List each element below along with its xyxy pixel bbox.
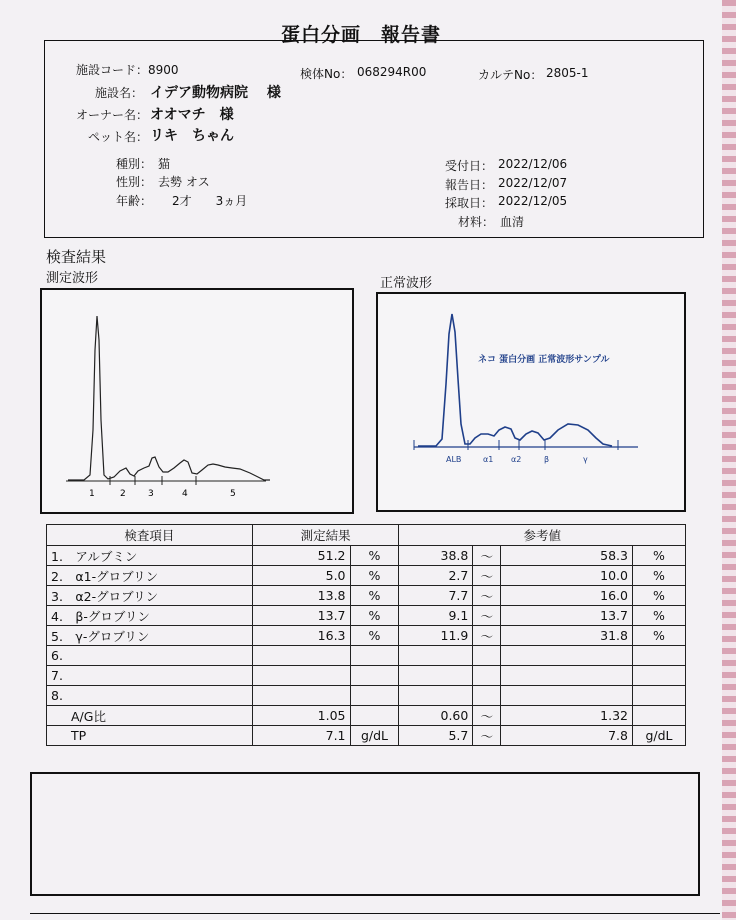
owner-label: オーナー名： (76, 108, 149, 122)
normal-fraction-label-g: γ (583, 455, 588, 464)
row-ref-unit (633, 706, 686, 726)
table-row (47, 706, 686, 726)
next-page-edge (722, 0, 736, 920)
row-ref-high: 7.8 (501, 726, 633, 746)
results-table (46, 524, 686, 746)
row-result-unit: % (350, 566, 399, 586)
specimen-no-label: 検体No： (300, 67, 353, 81)
table-row (47, 666, 686, 686)
row-item-name: 5. γ-グロブリン (47, 626, 253, 646)
normal-wave-heading: 正常波形 (380, 276, 433, 291)
row-ref-tilde: ～ (473, 586, 501, 606)
results-heading: 検査結果 (46, 248, 107, 266)
row-ref-unit (633, 646, 686, 666)
row-ref-tilde (473, 666, 501, 686)
table-header-row (47, 525, 686, 546)
chart-no-value: 2805-1 (546, 66, 589, 80)
row-result-unit: % (350, 546, 399, 566)
row-result-value: 13.8 (252, 586, 350, 606)
row-ref-low (399, 686, 473, 706)
collection-date-value: 2022/12/05 (498, 194, 568, 208)
received-date-value: 2022/12/06 (498, 157, 568, 171)
row-result-value: 16.3 (252, 626, 350, 646)
normal-wave-caption: ネコ 蛋白分画 正常波形サンプル (478, 355, 610, 365)
row-ref-low: 11.9 (399, 626, 473, 646)
pet-name-value: リキ ちゃん (150, 128, 234, 144)
row-item-name: 1. アルブミン (47, 546, 253, 566)
row-ref-low: 9.1 (399, 606, 473, 626)
row-ref-unit: % (633, 626, 686, 646)
header-result: 測定結果 (252, 525, 399, 546)
row-result-value: 1.05 (252, 706, 350, 726)
normal-fraction-label-alb: ALB (446, 455, 462, 464)
measured-fraction-label-1: 1 (89, 489, 95, 499)
table-row (47, 626, 686, 646)
row-ref-low (399, 646, 473, 666)
table-row (47, 686, 686, 706)
measured-waveform-svg (42, 290, 352, 512)
species-value: 猫 (158, 157, 171, 171)
row-result-unit: % (350, 626, 399, 646)
row-ref-tilde: ～ (473, 726, 501, 746)
row-ref-low: 38.8 (399, 546, 473, 566)
pet-name-label: ペット名： (88, 130, 149, 144)
material-value: 血清 (500, 215, 525, 229)
measured-waveform-panel (40, 288, 354, 514)
row-result-unit (350, 686, 399, 706)
row-ref-high: 13.7 (501, 606, 633, 626)
normal-waveform-panel (376, 292, 686, 512)
row-ref-low: 2.7 (399, 566, 473, 586)
row-result-unit: % (350, 606, 399, 626)
row-ref-tilde (473, 686, 501, 706)
row-ref-tilde: ～ (473, 546, 501, 566)
material-label: 材料： (458, 215, 495, 229)
report-title: 蛋白分画 報告書 (280, 24, 441, 46)
header-test-item: 検査項目 (47, 525, 253, 546)
row-result-value (252, 666, 350, 686)
row-ref-low: 7.7 (399, 586, 473, 606)
row-ref-high: 16.0 (501, 586, 633, 606)
row-ref-unit: % (633, 586, 686, 606)
measured-fraction-label-4: 4 (182, 489, 188, 499)
table-row (47, 606, 686, 626)
normal-fraction-label-a1: α1 (483, 455, 494, 464)
row-item-name: 8. (47, 686, 253, 706)
row-ref-high (501, 646, 633, 666)
row-ref-unit: % (633, 546, 686, 566)
row-ref-high (501, 666, 633, 686)
measured-wave-heading: 測定波形 (46, 271, 99, 286)
measured-fraction-label-5: 5 (230, 489, 236, 499)
row-result-value (252, 686, 350, 706)
row-result-unit (350, 646, 399, 666)
row-result-unit (350, 666, 399, 686)
row-ref-tilde: ～ (473, 626, 501, 646)
measured-fraction-label-3: 3 (148, 489, 154, 499)
row-item-name: 7. (47, 666, 253, 686)
row-item-name: A/G比 (47, 706, 253, 726)
facility-code-value: 8900 (148, 63, 179, 77)
report-date-label: 報告日： (445, 178, 494, 192)
age-label: 年齢： (116, 194, 153, 208)
table-row (47, 726, 686, 746)
sex-value: 去勢 オス (158, 175, 210, 189)
table-row (47, 646, 686, 666)
sex-label: 性別： (116, 175, 153, 189)
normal-fraction-label-a2: α2 (511, 455, 522, 464)
owner-value: オオマチ 様 (150, 107, 234, 123)
row-ref-tilde: ～ (473, 606, 501, 626)
normal-fraction-label-b: β (544, 455, 550, 464)
row-result-unit: g/dL (350, 726, 399, 746)
row-ref-low (399, 666, 473, 686)
chart-no-label: カルテNo： (478, 68, 543, 82)
row-result-unit (350, 706, 399, 726)
comment-box (30, 772, 700, 896)
row-ref-high: 1.32 (501, 706, 633, 726)
row-item-name: 2. α1-グロブリン (47, 566, 253, 586)
facility-name-value: イデア動物病院 様 (150, 85, 281, 101)
row-ref-high (501, 686, 633, 706)
bottom-rule (30, 913, 720, 914)
row-ref-unit: g/dL (633, 726, 686, 746)
row-ref-tilde: ～ (473, 706, 501, 726)
row-item-name: 3. α2-グロブリン (47, 586, 253, 606)
age-value: 2才 3ヵ月 (172, 194, 248, 208)
row-result-value: 5.0 (252, 566, 350, 586)
received-date-label: 受付日： (445, 159, 494, 173)
species-label: 種別： (116, 157, 153, 171)
row-item-name: 6. (47, 646, 253, 666)
specimen-no-value: 068294R00 (357, 65, 427, 79)
table-row (47, 566, 686, 586)
row-ref-high: 31.8 (501, 626, 633, 646)
row-ref-unit (633, 686, 686, 706)
row-ref-high: 58.3 (501, 546, 633, 566)
row-ref-high: 10.0 (501, 566, 633, 586)
row-item-name: 4. β-グロブリン (47, 606, 253, 626)
table-row (47, 546, 686, 566)
row-ref-tilde: ～ (473, 566, 501, 586)
row-ref-low: 5.7 (399, 726, 473, 746)
row-item-name: TP (47, 726, 253, 746)
row-ref-unit: % (633, 566, 686, 586)
row-result-value: 7.1 (252, 726, 350, 746)
normal-waveform-svg (378, 294, 684, 510)
row-ref-tilde (473, 646, 501, 666)
row-result-value: 51.2 (252, 546, 350, 566)
measured-fraction-label-2: 2 (120, 489, 126, 499)
facility-name-label: 施設名： (95, 86, 144, 100)
report-date-value: 2022/12/07 (498, 176, 568, 190)
row-result-unit: % (350, 586, 399, 606)
row-ref-unit: % (633, 606, 686, 626)
row-ref-low: 0.60 (399, 706, 473, 726)
row-ref-unit (633, 666, 686, 686)
row-result-value: 13.7 (252, 606, 350, 626)
facility-code-label: 施設コード： (76, 63, 149, 77)
header-reference: 参考値 (399, 525, 686, 546)
row-result-value (252, 646, 350, 666)
collection-date-label: 採取日： (445, 196, 494, 210)
normal-wave-trace (418, 314, 612, 446)
measured-wave-trace (68, 316, 270, 480)
table-row (47, 586, 686, 606)
